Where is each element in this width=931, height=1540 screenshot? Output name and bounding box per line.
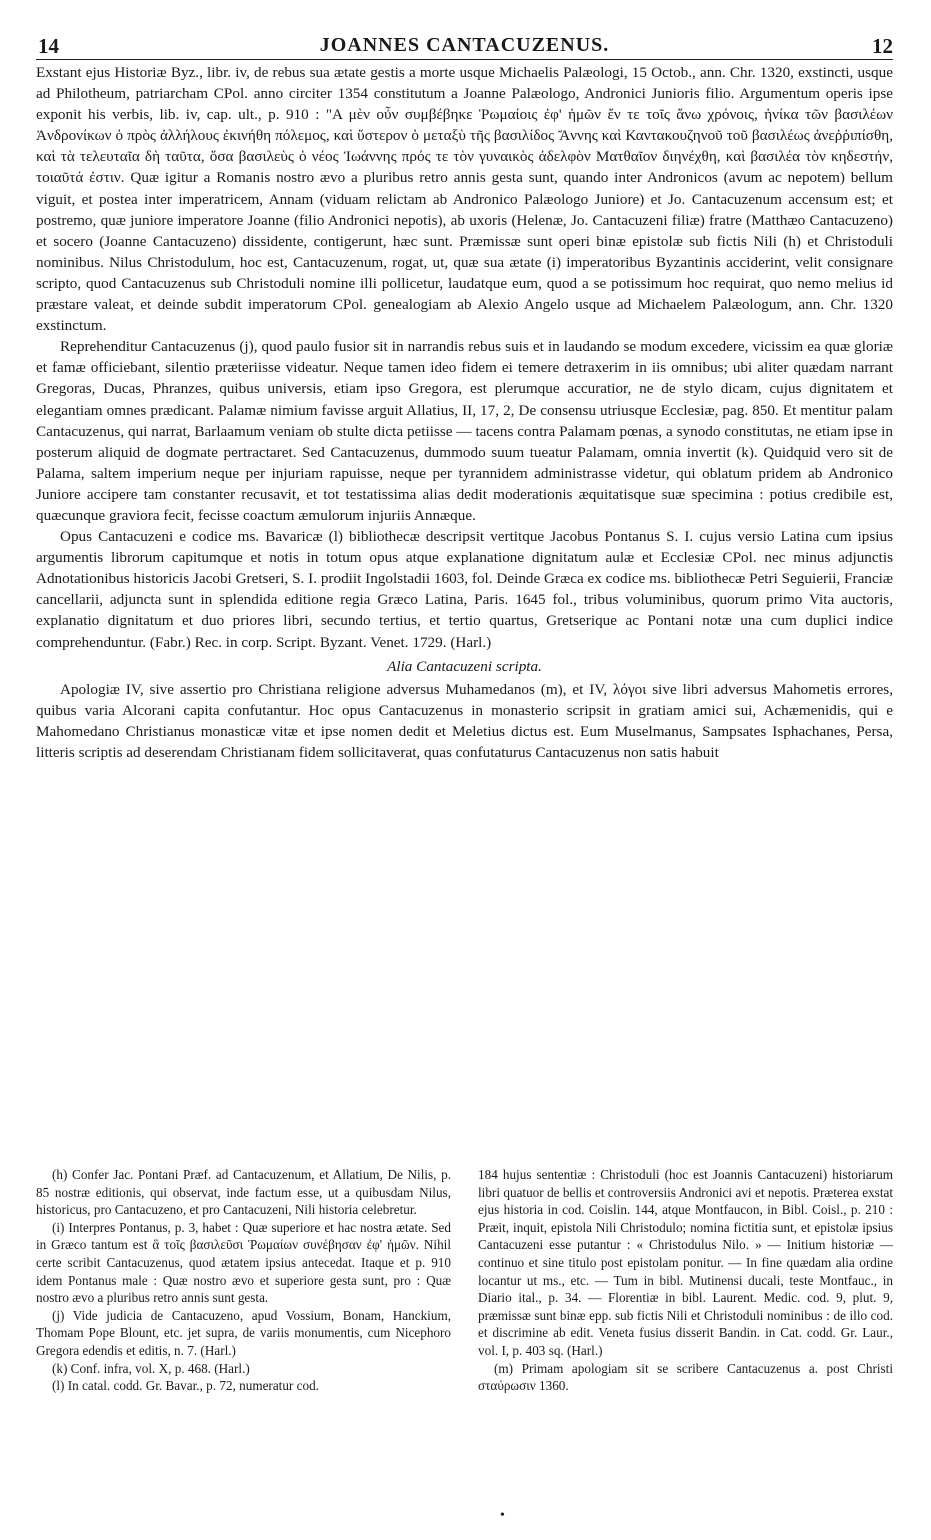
footnote-j: (j) Vide judicia de Cantacuzeno, apud Vossium, Bonam, Hanckium, Thomam Pope Blount, etc. jet supra, de variis monumentis, cum Nicephoro Gregora edendis et editis, n. 7. (Harl.) xyxy=(36,1307,451,1358)
page-number-left: 14 xyxy=(38,34,59,58)
page-number-right: 12 xyxy=(872,34,893,58)
running-title: JOANNES CANTACUZENUS. xyxy=(319,34,610,56)
footnote-l-continued: 184 hujus sententiæ : Christoduli (hoc est Joannis Cantacuzeni) historiarum libri quatuor de bellis et controversiis Andronici avi et nepotis. Præterea exstat ejus historia in cod. Coislin. 144, atque Montfaucon, in Bibl. Coisl., p. 210 : Præit, inquit, epistola Nili Christodulo; nomina fictitia sunt, et epistolæ ipsius Cantacuzeni esse putantur : « Christodulus Nilo. » — Initium historiæ — continuo et sine titulo post epistolam ponitur. — In fine quædam alia ordine locantur ut ms., etc. — Tum in bibl. Mutinensi ducali, teste Montfauc., in Diario ital., p. 34. — Florentiæ in bibl. Laurent. Medic. cod. 9, plut. 9, præmissæ sunt binæ epp. sub fictis Nili et Christoduli nominibus : de illo cod. et discrimine ab edit. Veneta fusius disserit Bandin. in Cat. codd. Gr. Laur., vol. I, p. 403 sq. (Harl.) xyxy=(478,1167,893,1358)
footnote-i: (i) Interpres Pontanus, p. 3, habet : Quæ superiore et hac nostra ætate. Sed in Græco tantum est ἃ τοῖς βασιλεῦσι Ῥωμαίων συνέβησαν ἐφ' ἡμῶν. Nihil certe scribit Cantacuzenus, quod ætatem ipsius antecedat. Itaque et p. 910 idem Pontanus male : Quæ nostro ævo et superiore gesta sunt, pro : Quæ nostro ævo a pluribus retro annis sunt gesta. xyxy=(36,1219,451,1306)
paragraph-opus: Opus Cantacuzeni e codice ms. Bavaricæ (l) bibliothecæ descripsit vertitque Jacobus Pontanus S. I. cujus versio Latina cum ipsius argumentis librorum capitumque et notis in totum opus atque explanatione dignitatum aulæ et Ecclesiæ CPol. nec minus adjunctis Adnotationibus historicis Jacobi Gretseri, S. I. prodiit Ingolstadii 1603, fol. Deinde Græca ex codice ms. bibliothecæ Petri Seguierii, Franciæ cancellarii, adjuncta sunt in splendida editione regia Græco Latina, Paris. 1645 fol., tribus voluminibus, quorum primo Vita auctoris, explanatio dignitatum et duo priores libri, secundo tertius, et tertio quartus, Gretserique ac Pontani notæ una cum duplici indice comprehenduntur. (Fabr.) Rec. in corp. Script. Byzant. Venet. 1729. (Harl.) xyxy=(36,528,893,651)
footnotes-right-column xyxy=(478,1166,893,1395)
paragraph-apologiae: Apologiæ IV, sive assertio pro Christiana religione adversus Muhamedanos (m), et IV, λόγοι sive libri adversus Mahometis errores, quibus varia Alcorani capita confutantur. Hoc opus Cantacuzenus in monasterio scripsit in gratiam amici sui, Achæmenidis, qui e Mahomedano Christianus monasticæ vitæ et ipse nomen dedit et Meletius dictus est. Eum Muselmanus, Sampsates Isphachanes, Persa, litteris scriptis ad deserendam Christianam fidem sollicitaverat, quas confutaturus Cantacuzenus non satis habuit xyxy=(36,680,893,761)
footnote-k: (k) Conf. infra, vol. X, p. 468. (Harl.) xyxy=(52,1360,250,1376)
footnote-m: (m) Primam apologiam sit se scribere Cantacuzenus a. post Christi σταύρωσιν 1360. xyxy=(478,1360,893,1394)
paragraph-historiae: Exstant ejus Historiæ Byz., libr. iv, de rebus sua ætate gestis a morte usque Michaelis Palæologi, 15 Octob., ann. Chr. 1320, exstincti, usque ad Philotheum, patriarcham CPol. anno circiter 1354 constitutum a Joanne Palæologo, Andronici Junioris filio. Argumentum operis ipse exponit his verbis, lib. iv, cap. ult., p. 910 : "Α μὲν οὖν συμβέβηκε Ῥωμαίοις ἐφ' ἡμῶν ἔν τε τοῖς ἄνω χρόνοις, ἡνίκα τῶν βασιλέων Ἀνδρονίκων ὁ πρὸς ἀλλήλους ἐκινήθη πόλεμος, καὶ ὕστερον ὁ μεταξὺ τῆς βασιλίδος Ἄννης καὶ Καντακουζηνοῦ τοῦ βασιλέως ἀνεῤῥιπίσθη, καὶ τὰ τελευταῖα δὴ ταῦτα, ὅσα βασιλεὺς ὁ νέος Ἰωάννης πρός τε τὸν γυναικὸς ἀδελφὸν Ματθαῖον διηνέχθη, καὶ βασιλέα τὸν κηδεστήν, τοιαῦτά ἐστιν. Quæ igitur a Romanis nostro ævo a pluribus retro annis gesta sunt, quando inter Andronicos (avum ac nepotem) bellum viguit, et postea inter imperatricem, Annam (viduam relictam ab Andronico Palæologo Juniore) et Jo. Cantacuzenum accensum est; et postremo, quæ juniore imperatore Joanne (filio Andronici nepotis), ab uxoris (Helenæ, Jo. Cantacuzeni filiæ) fratre (Matthæo Cantacuzeno) et socero (Joanne Cantacuzeno) dissidente, contigerunt, hæc sunt. Præmissæ sunt operi binæ epistolæ sub fictis Nili (h) et Christoduli nominibus. Nilus Christodulum, hoc est, Cantacuzenum, rogat, ut, quæ sua ætate (i) imperatoribus Byzantinis acciderint, velit consignare scripto, quod Cantacuzenus sub Christoduli nomine illi pollicetur, laudatque eum, quod a se potissimum hoc requirat, quo nemo melius id præstare valeat, et deinde subdit imperatorum CPol. genealogiam ab Alexio Angelo usque ad Michaelem Palæologum, ann. Chr. 1320 exstinctum. xyxy=(36,64,893,335)
main-text xyxy=(36,62,893,763)
footnote-l: (l) In catal. codd. Gr. Bavar., p. 72, numeratur cod. xyxy=(52,1378,319,1394)
section-subheading: Alia Cantacuzeni scripta. xyxy=(387,657,542,675)
header-rule xyxy=(36,59,893,60)
running-header xyxy=(36,34,893,56)
footer-mark: • xyxy=(500,1508,505,1523)
footnotes-left-column xyxy=(36,1166,451,1395)
paragraph-reprehenditur: Reprehenditur Cantacuzenus (j), quod paulo fusior sit in narrandis rebus suis et in laudando se modum excedere, vicissim ea quæ gloriæ et famæ officiebant, silentio præteriisse videatur. Neque tamen ideo fidem ei temere detraxerim in iis omnibus; ubi aliter quædam narrant Gregoras, Ducas, Phranzes, quibus universis, etiam ipso Gregora, est plerumque accuratior, ne de stylo dicam, cujus dignitatem et elegantiam omnes prædicant. Palamæ nimium favisse arguit Allatius, II, 17, 2, De consensu utriusque Ecclesiæ, pag. 850. Et mentitur palam Cantacuzenus, qui narrat, Barlaamum veniam ob stulte dicta petiisse — tacens contra Palamam pœnas, a synodo constitutas, ne etiam ipse in posterum aliquid de dogmate pertractaret. Sed Cantacuzenus, dummodo suum tueatur Palamam, omnia invertit (k). Quidquid vero sit de Palama, saltem imperium neque per injuriam rapuisse, neque per tyrannidem administrasse videtur, qui oblatum pridem ab Andronico Juniore accipere tam constanter recusavit, et tot testatissima alias dedit moderationis æquitatisque suæ specimina : potius credibile est, quæcunque graviora fecit, fecisse coactum æmulorum injuriis Annæque. xyxy=(36,338,893,524)
footnote-h: (h) Confer Jac. Pontani Præf. ad Cantacuzenum, et Allatium, De Nilis, p. 85 nostræ editionis, qui observat, inde factum esse, ut a quibusdam Nilus, historicus, pro Cantacuzeno, et pro Cantacuzeni, Nili historia celebretur. xyxy=(36,1167,451,1218)
